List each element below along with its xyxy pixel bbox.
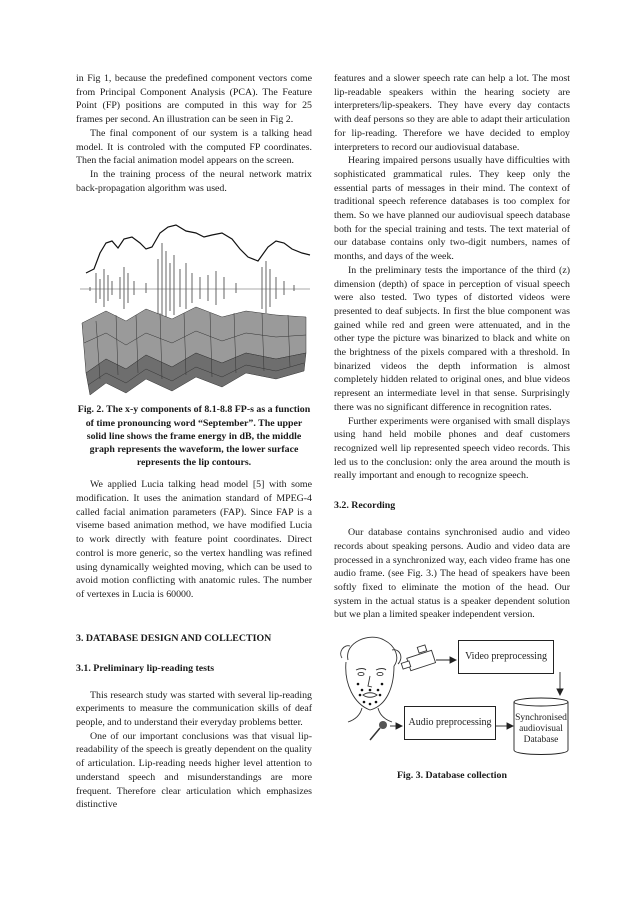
figure-3-caption: Fig. 3. Database collection xyxy=(397,770,507,782)
paragraph: in Fig 1, because the predefined component vectors come from Principal Component Analysis (PCA). The Feature Point (FP) positions are computed in this way for 25 frames per second. An illustration can be seen in Fig 2. xyxy=(76,73,312,126)
paragraph: features and a slower speech rate can help a lot. The most lip-readable speakers within the hearing society are interpreters/lip-speakers. They have every day contacts with deaf persons so they are able to adapt their articulation for lip-reading. Therefore we have decided to employ interpreters to record our audiovisual database. xyxy=(334,73,570,153)
paragraph: Further experiments were organised with small displays using hand held mobile phones and deaf customers recognized well lip represented speech video records. This led us to the conclusion: only the area around the mouth is really important and enough to recognize speech. xyxy=(334,415,570,482)
paragraph: In the training process of the neural network matrix back-propagation algorithm was used. xyxy=(76,168,312,194)
paragraph: This research study was started with several lip-reading experiments to measure the communication skills of deaf people, and to understand their everyday problems better. xyxy=(76,689,312,729)
video-camera-icon xyxy=(401,645,435,671)
paragraph: Our database contains synchronised audio and video records about speaking persons. Audio and video data are processed in a synchronized way, each video frame has one audio frame. (see Fig. 3.) The head of speakers have been softly fixed to eliminate the motion of the head. Our system in the actual status is a speaker dependent solution but we plan a limited speaker independent version. xyxy=(334,527,570,621)
figure-2-lip-contour-plot xyxy=(76,203,312,403)
paragraph: Hearing impaired persons usually have difficulties with sophisticated grammatical rules. They keep only the essential parts of messages in their mind. The context of traditional speech reference databases is too complex for them. So we have planned our audiovisual speech database both for the special training and tests. The text material of our database contains only two-digit numbers, names of months, and days of the week. xyxy=(334,155,570,263)
energy-line xyxy=(86,225,310,273)
paragraph: One of our important conclusions was that visual lip-readability of the speech is greatly dependent on the quality of articulation. Lip-reading needs higher level attention to understand speech and misunderstandings are more frequent. Therefore clear articulation which emphasizes distinctive xyxy=(76,730,312,811)
paragraph: The final component of our system is a talking head model. It is controled with the computed FP coordinates. Then the facial animation model appears on the screen. xyxy=(76,127,312,167)
figure-2-caption: Fig. 2. The x-y components of 8.1-8.8 FP-s as a function of time pronouncing word “September”. The upper solid line shows the frame energy in dB, the middle graph represents the waveform, the lower surface represents the lip contours. xyxy=(77,404,311,469)
video-preprocessing-box: Video preprocessing xyxy=(458,640,554,674)
figure-2-image xyxy=(76,203,312,403)
speaker-face-icon xyxy=(341,637,401,722)
lip-contour-surface xyxy=(82,307,306,395)
subsection-heading: 3.1. Preliminary lip-reading tests xyxy=(76,662,215,674)
figure-3-diagram xyxy=(334,632,570,767)
right-column xyxy=(334,72,570,782)
paragraph: We applied Lucia talking head model [5] with some modification. It uses the animation standard of MPEG-4 called facial animation parameters (FAP). Since FAP is a viseme based animation method, we have modified Lucia to work directly with feature point coordinates. Direct control is more generic, so the vertex handling was refined using dynamically weighted moving, which can be used to avoid motion conflicting with anatomic rules. The number of vertexes in Lucia is 60000. xyxy=(76,479,312,600)
left-column xyxy=(76,72,312,812)
microphone-icon xyxy=(370,721,387,740)
paragraph: In the preliminary tests the importance of the third (z) dimension (depth) of space in perception of visual speech were also tested. Two types of distorted videos were presented to deaf subjects. In first the blue component was gained while red and green were attenuated, and in the other type the picture was binarized to black and white on the brightness of the pixels compared with a threshold. In binarized videos the depth information is almost completely hidden related to original ones, and blue videos represent an intermediate level in that sense. Surprisingly there was no significant difference in recognition rates. xyxy=(334,264,570,413)
subsection-heading: 3.2. Recording xyxy=(334,500,396,512)
section-heading: 3. DATABASE DESIGN AND COLLECTION xyxy=(76,632,272,644)
database-label: Synchronised audiovisual Database xyxy=(515,712,567,745)
audio-preprocessing-box: Audio preprocessing xyxy=(404,706,496,740)
